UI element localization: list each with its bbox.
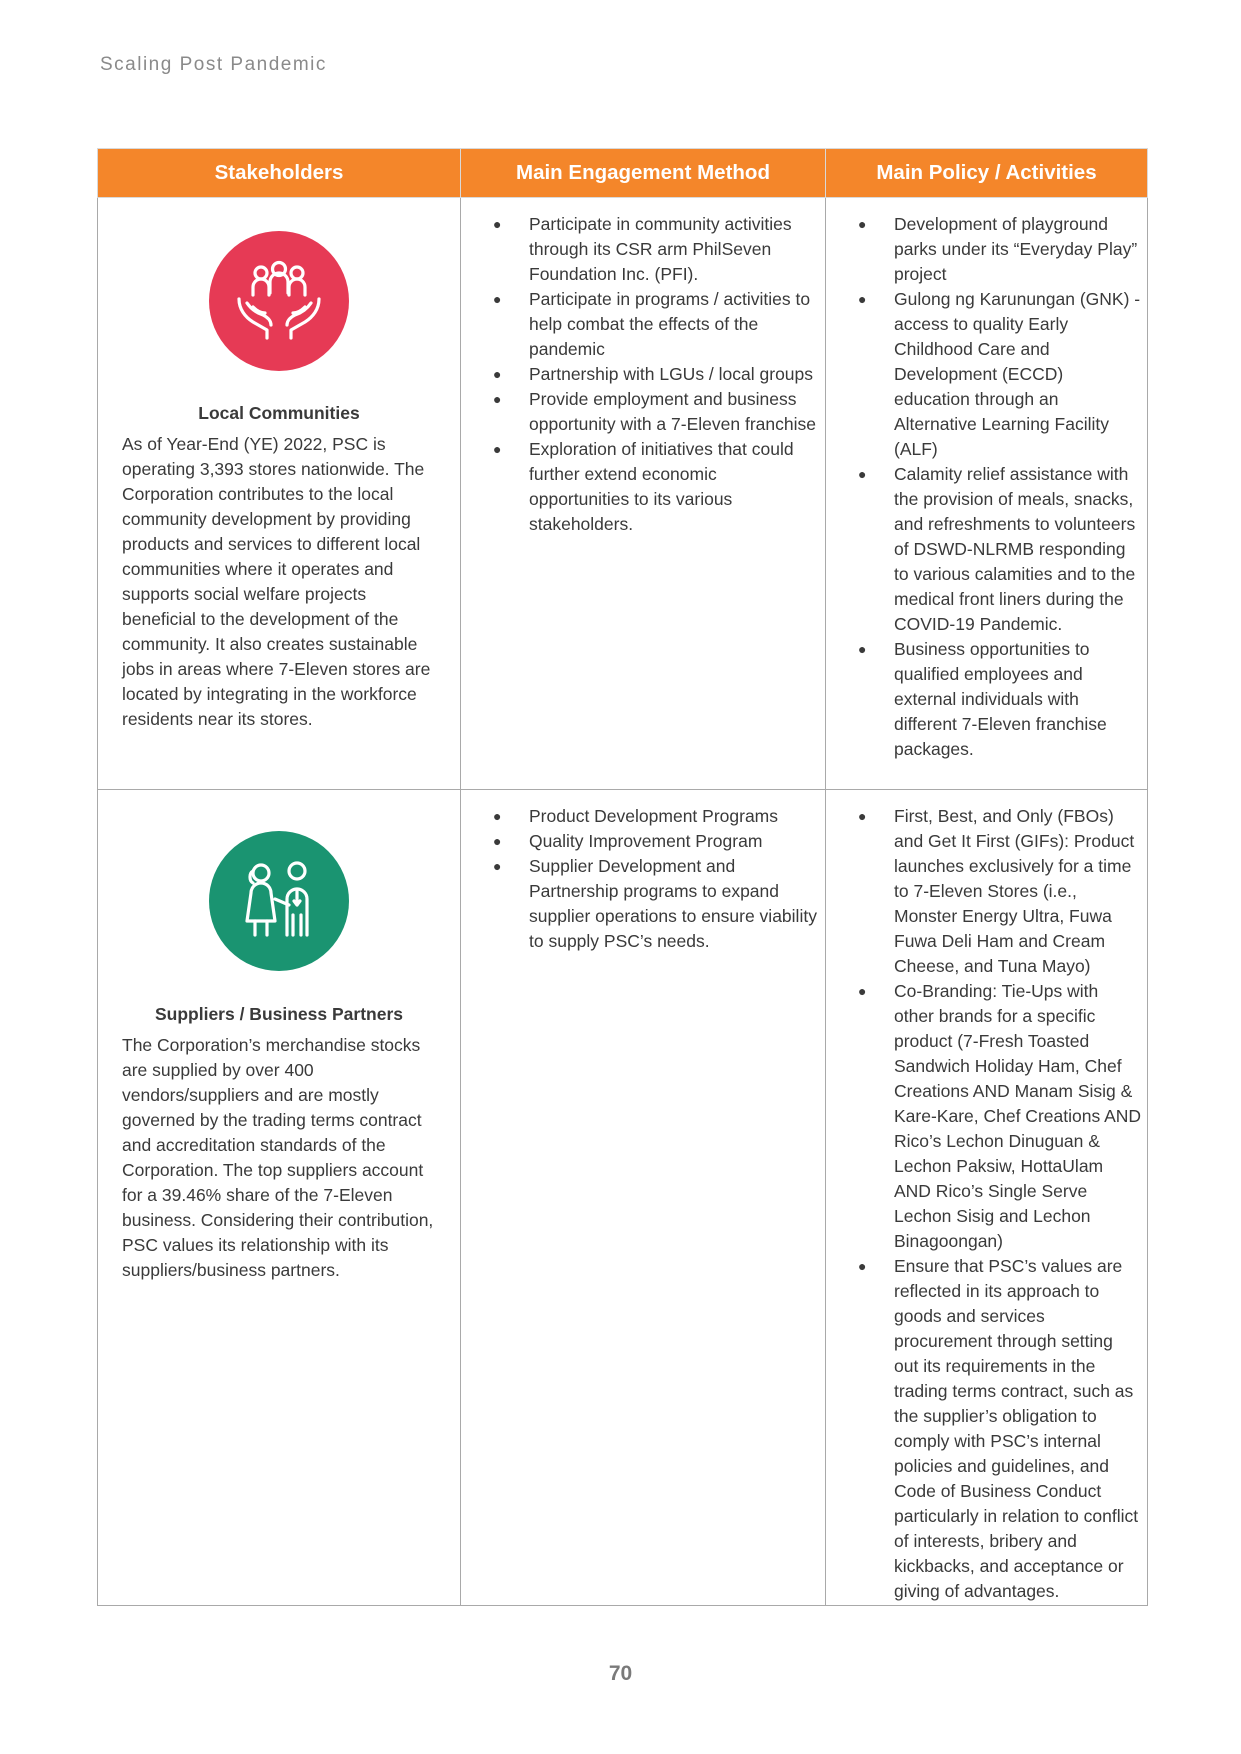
table-row [98,790,1148,1606]
list-item: ● Gulong ng Karunungan (GNK) - access to quality Early Childhood Care and Development (ECCD) education through an Alternative Learning Facility (ALF) [858,289,1141,459]
stakeholder-cell [98,198,461,790]
list-item: ● Supplier Development and Partnership programs to expand supplier operations to ensure viability to supply PSC’s needs. [493,856,817,951]
list-item: ● Exploration of initiatives that could further extend economic opportunities to its various stakeholders. [493,439,794,534]
list-item: ● Product Development Programs [493,806,778,826]
header-policy-activities: Main Policy / Activities [826,149,1148,198]
list-item: ● Development of playground parks under its “Everyday Play” project [858,214,1138,284]
stakeholder-description: The Corporation’s merchandise stocks are supplied by over 400 vendors/suppliers and are mostly governed by the trading terms contract and accreditation standards of the Corporation. The top suppliers account for a 39.46% share of the 7-Eleven business. Considering their contribution, PSC values its relationship with its suppliers/business partners. [122,1035,434,1280]
stakeholder-name: Local Communities [198,403,360,423]
list-item: ● Co-Branding: Tie-Ups with other brands for a specific product (7-Fresh Toasted Sandwich Holiday Ham, Chef Creations AND Manam Sisig & Kare-Kare, Chef Creations AND Rico’s Lechon Dinuguan & Lechon Paksiw, HottaUlam AND Rico’s Single Serve Lechon Sisig and Lechon Binagoongan) [858,981,1142,1251]
stakeholder-description: As of Year-End (YE) 2022, PSC is operating 3,393 stores nationwide. The Corporation contributes to the local community development by providing products and services to different local communities where it operates and supports social welfare projects beneficial to the development of the community. It also creates sustainable jobs in areas where 7-Eleven stores are located by integrating in the workforce residents near its stores. [122,434,431,729]
stakeholder-engagement-table [97,148,1148,1606]
table-row [98,198,1148,790]
table-header-row [98,149,1148,198]
page-number: 70 [608,1662,633,1685]
stakeholder-cell [98,790,461,1606]
list-item: ● Calamity relief assistance with the provision of meals, snacks, and refreshments to volunteers of DSWD-NLRMB responding to various calamities and to the medical front liners during the COVID-19 Pandemic. [858,464,1136,634]
list-item: ● Participate in community activities through its CSR arm PhilSeven Foundation Inc. (PFI). [493,214,792,284]
header-stakeholders: Stakeholders [98,149,461,198]
list-item: ● Business opportunities to qualified employees and external individuals with different 7-Eleven franchise packages. [858,639,1107,759]
policy-activities-cell [826,790,1148,1606]
list-item: ● Partnership with LGUs / local groups [493,364,814,384]
hands-holding-people-icon [209,231,349,371]
engagement-method-cell [461,198,826,790]
policy-activities-cell [826,198,1148,790]
list-item: ● Ensure that PSC’s values are reflected in its approach to goods and services procurement through setting out its requirements in the trading terms contract, such as the supplier’s obligation to comply with PSC’s internal policies and guidelines, and Code of Business Conduct particularly in relation to conflict of interests, bribery and kickbacks, and acceptance or giving of advantages. [858,1256,1139,1601]
business-partners-icon [209,831,349,971]
header-engagement-method: Main Engagement Method [461,149,826,198]
running-title: Scaling Post Pandemic [100,54,327,75]
list-item: ● Participate in programs / activities to help combat the effects of the pandemic [493,289,811,359]
list-item: ● First, Best, and Only (FBOs) and Get It First (GIFs): Product launches exclusively for a time to 7-Eleven Stores (i.e., Monster Energy Ultra, Fuwa Fuwa Deli Ham and Cream Cheese, and Tuna Mayo) [858,806,1135,976]
list-item: ● Provide employment and business opportunity with a 7-Eleven franchise [493,389,816,434]
engagement-method-cell [461,790,826,1606]
stakeholder-name: Suppliers / Business Partners [154,1004,403,1024]
list-item: ● Quality Improvement Program [493,831,763,851]
